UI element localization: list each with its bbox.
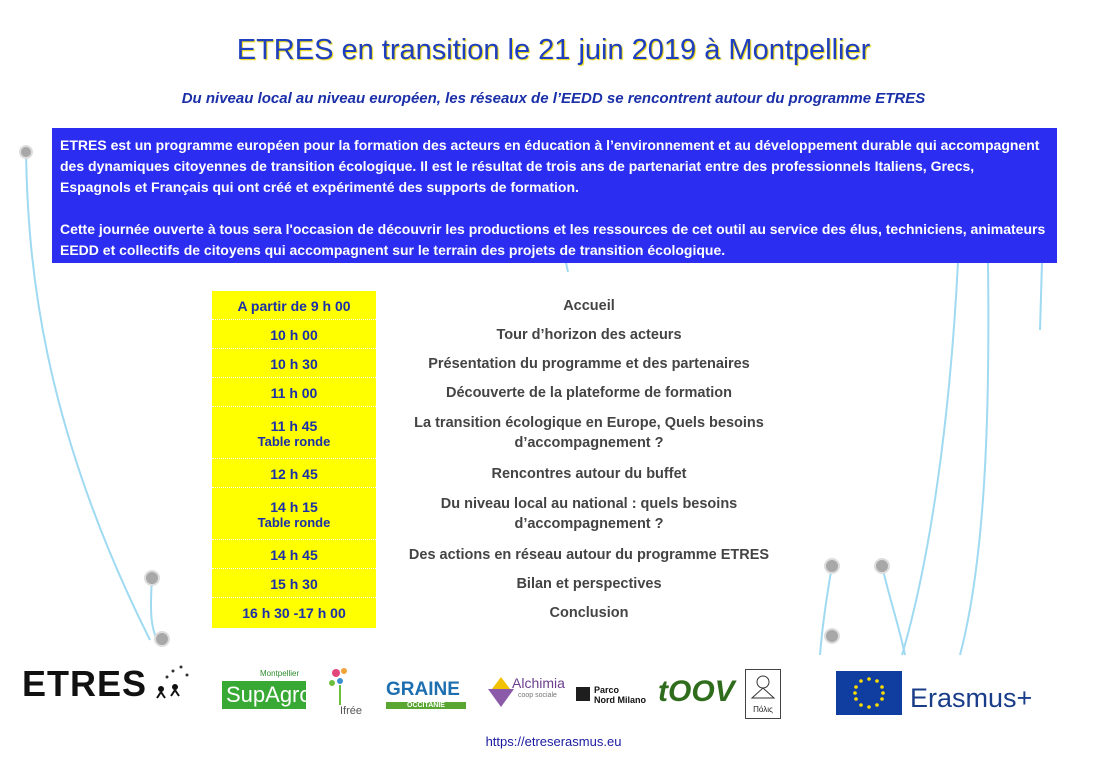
schedule-activity: Découverte de la plateforme de formation <box>445 384 733 401</box>
stars-people-icon <box>153 663 193 699</box>
schedule-row <box>212 598 798 628</box>
page-subtitle: Du niveau local au niveau européen, les réseaux de l’EEDD se rencontrent autour du programme ETRES <box>181 90 926 107</box>
sun-house-icon <box>746 670 780 700</box>
toov-logo: tOOV <box>658 675 735 708</box>
schedule-time: 14 h 45 <box>212 540 376 569</box>
schedule-time: 11 h 00 <box>212 378 376 407</box>
etres-logo: ETRES <box>22 663 193 705</box>
eu-flag-icon <box>836 671 902 715</box>
schedule-row <box>212 569 798 598</box>
erasmus-logo: Erasmus+ <box>836 671 1036 719</box>
schedule-time: 15 h 30 <box>212 569 376 598</box>
page-title: ETRES en transition le 21 juin 2019 à Montpellier <box>236 34 871 66</box>
schedule-time: 10 h 00 <box>212 320 376 349</box>
schedule-time: 11 h 45 Table ronde <box>212 407 376 459</box>
supagro-logo: Montpellier SupAgro <box>222 669 306 709</box>
schedule-activity: Rencontres autour du buffet <box>491 465 687 482</box>
tree-icon <box>322 665 372 705</box>
schedule-activity: Conclusion <box>549 605 629 621</box>
schedule-row <box>212 540 798 569</box>
schedule-activity: Du niveau local au national : quels besoins d’accompagnement ? <box>440 496 738 532</box>
schedule-activity: Tour d’horizon des acteurs <box>496 326 682 343</box>
schedule-time: 16 h 30 -17 h 00 <box>212 598 376 628</box>
ifree-logo: Ifrée <box>322 665 372 721</box>
schedule-time: 14 h 15 Table ronde <box>212 488 376 540</box>
schedule-row <box>212 407 798 459</box>
schedule-activity: La transition écologique en Europe, Quels besoins d’accompagnement ? <box>414 415 764 451</box>
schedule-row <box>212 349 798 378</box>
schedule-sub-label: Table ronde <box>257 433 331 449</box>
partner-logos <box>0 655 1107 735</box>
intro-box <box>52 128 1057 263</box>
intro-paragraph-1: ETRES est un programme européen pour la formation des acteurs en éducation à l’environnement et au développement durable qui accompagnent des dynamiques citoyennes de transition écologique. Il est le résultat de trois ans de partenariat entre des professionnels Italiens, Grecs, Espagnols et Français qui ont créé et expérimenté des supports de formation. <box>60 137 1040 195</box>
schedule-activity: Accueil <box>563 297 615 314</box>
schedule-sub-label: Table ronde <box>257 514 331 530</box>
schedule-row <box>212 488 798 540</box>
schedule-activity: Des actions en réseau autour du programme ETRES <box>408 546 770 563</box>
schedule-time: 12 h 45 <box>212 459 376 488</box>
alchimia-logo: Alchimia coop sociale <box>486 673 566 713</box>
schedule-table <box>212 291 798 628</box>
polis-logo: Πόλις <box>745 669 781 719</box>
schedule-activity: Bilan et perspectives <box>516 575 662 592</box>
schedule-time: A partir de 9 h 00 <box>212 291 376 320</box>
schedule-row <box>212 459 798 488</box>
schedule-activity: Présentation du programme et des partenaires <box>428 355 750 372</box>
graine-logo: GRAINE OCCITANIE <box>386 679 466 709</box>
schedule-row <box>212 291 798 320</box>
schedule-row <box>212 378 798 407</box>
schedule-time: 10 h 30 <box>212 349 376 378</box>
website-link[interactable]: https://etreserasmus.eu <box>485 734 622 749</box>
schedule-row <box>212 320 798 349</box>
intro-paragraph-2: Cette journée ouverte à tous sera l'occasion de découvrir les productions et les ressources de cet outil au service des élus, techniciens, animateurs EEDD et collectifs de citoyens qui accompagnent sur le terrain des projets de transition écologique. <box>60 221 1046 258</box>
parco-nord-milano-logo: Parco Nord Milano <box>576 685 656 709</box>
